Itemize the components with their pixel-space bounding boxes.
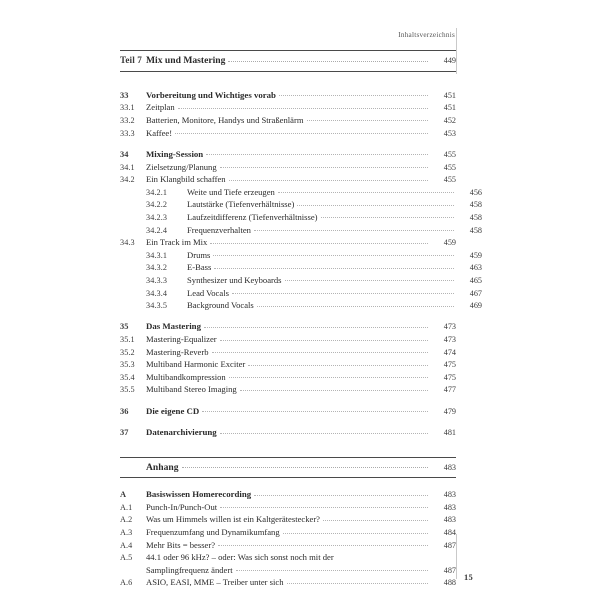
page-edge-rule-top: [456, 28, 457, 74]
toc-dot-leader: [254, 494, 428, 496]
toc-dot-leader: [204, 326, 428, 328]
toc-entry-page: 451: [443, 90, 456, 100]
toc-entry-number: 33.2: [120, 115, 135, 125]
toc-entry[interactable]: [120, 175, 456, 184]
toc-dot-leader: [218, 544, 428, 546]
appendix-heading[interactable]: [120, 457, 456, 479]
toc-entry-page: 477: [443, 385, 456, 395]
toc-entry[interactable]: [120, 515, 456, 524]
toc-entry[interactable]: [120, 385, 456, 394]
toc-dot-leader: [321, 216, 454, 218]
toc-entry-page: 458: [469, 212, 482, 222]
toc-entry[interactable]: [120, 103, 456, 112]
toc-entry-title: Laufzeitdifferenz (Tiefenverhältnisse): [187, 211, 318, 222]
toc-entry-title-continued: Samplingfrequenz ändert: [146, 564, 233, 575]
toc-entry-title: ASIO, EASI, MME – Treiber unter sich: [146, 577, 284, 588]
toc-dot-leader: [248, 364, 428, 366]
toc-entry-title: Multiband Harmonic Exciter: [146, 359, 246, 370]
toc-dot-leader: [210, 242, 428, 244]
toc-dot-leader: [278, 191, 454, 193]
toc-dot-leader: [297, 204, 454, 206]
toc-dot-leader: [212, 351, 428, 353]
toc-dot-leader: [214, 267, 454, 269]
toc-dot-leader: [229, 376, 428, 378]
toc-group: [120, 148, 482, 311]
toc-entry[interactable]: [120, 251, 482, 260]
toc-entry-title: Weite und Tiefe erzeugen: [187, 186, 275, 197]
toc-entry[interactable]: [120, 428, 456, 437]
toc-entry-number: 34.2: [120, 175, 135, 185]
toc-entry-page: 479: [443, 406, 456, 416]
toc-entry-title: Kaffee!: [146, 127, 173, 138]
toc-entry-page: 463: [469, 263, 482, 273]
toc-entry-number: 34.2.1: [146, 187, 168, 197]
toc-group: [120, 428, 456, 437]
toc-entry-title: Mehr Bits = besser?: [146, 539, 216, 550]
toc-entry-page: 458: [469, 200, 482, 210]
toc-entry-title: Vorbereitung und Wichtiges vorab: [146, 89, 276, 100]
toc-entry-title: Zeitplan: [146, 102, 175, 113]
toc-entry[interactable]: [120, 129, 456, 138]
toc-entry-number: 34.2.4: [146, 225, 168, 235]
toc-entry-title: Mastering-Equalizer: [146, 334, 217, 345]
toc-entry-number: 34.3.1: [146, 250, 168, 260]
toc-entry-title: Frequenzverhalten: [187, 224, 251, 235]
toc-dot-leader: [220, 506, 428, 508]
toc-entry[interactable]: [120, 200, 482, 209]
toc-dot-leader: [175, 132, 428, 134]
toc-entry-number: 34.3.5: [146, 301, 168, 311]
toc-entry-page: 455: [443, 162, 456, 172]
part-heading-title: Mix und Mastering: [146, 55, 226, 66]
toc-entry-number: 36: [120, 406, 129, 416]
toc-dot-leader: [283, 532, 428, 534]
toc-dot-leader: [285, 279, 454, 281]
toc-entry-number: 34.2.2: [146, 200, 168, 210]
toc-entry-number: 33: [120, 90, 129, 100]
toc-entry-number: 33.1: [120, 103, 135, 113]
toc-entry-number: 33.3: [120, 128, 135, 138]
toc-entry-number: 35.1: [120, 335, 135, 345]
toc-entry-page: 481: [443, 428, 456, 438]
page-edge-rule-bottom: [456, 534, 457, 579]
toc-entry-title: Die eigene CD: [146, 405, 200, 416]
toc-entry-page: 458: [469, 225, 482, 235]
appendix-heading-page: 483: [443, 462, 456, 472]
toc-entry-number: 34.1: [120, 162, 135, 172]
toc-entry-page: 459: [443, 238, 456, 248]
toc-entry[interactable]: [120, 348, 456, 357]
toc-entry[interactable]: [120, 373, 456, 382]
toc-dot-leader: [240, 389, 428, 391]
toc-entry-page: 451: [443, 103, 456, 113]
toc-entry[interactable]: [120, 541, 456, 550]
toc-entry-title: Multiband Stereo Imaging: [146, 384, 237, 395]
toc-entry-number: 37: [120, 428, 129, 438]
toc-entry-page: 473: [443, 335, 456, 345]
toc-entry-page: 483: [443, 502, 456, 512]
spacer: [120, 72, 456, 91]
toc-dot-leader: [220, 432, 428, 434]
toc-entry-page: 459: [469, 250, 482, 260]
toc-entry-page: 474: [443, 347, 456, 357]
toc-dot-leader: [228, 60, 428, 62]
toc-dot-leader: [220, 339, 428, 341]
toc-entry-number: A.1: [120, 502, 133, 512]
toc-entry[interactable]: [120, 289, 482, 298]
toc-entry[interactable]: [120, 407, 456, 416]
toc-entry-page: 456: [469, 187, 482, 197]
toc-entry-number: 34.3: [120, 238, 135, 248]
toc-entry-title: 44.1 oder 96 kHz? – oder: Was sich sonst noch mit der: [146, 552, 334, 563]
toc-entry-page: 475: [443, 372, 456, 382]
toc-entry-title: Lautstärke (Tiefenverhältnisse): [187, 199, 295, 210]
toc-entry-number: A.2: [120, 515, 133, 525]
toc-entry[interactable]: [120, 490, 456, 499]
toc-entry-page: 487: [443, 565, 456, 575]
toc-dot-leader: [220, 166, 428, 168]
toc-entry-title: Punch-In/Punch-Out: [146, 501, 218, 512]
toc-entry-page: 453: [443, 128, 456, 138]
toc-entry[interactable]: [120, 116, 456, 125]
toc-entry-number: A.5: [120, 553, 133, 563]
toc-entry[interactable]: [120, 322, 456, 331]
toc-entry-number: A.3: [120, 528, 133, 538]
appendix-heading-title: Anhang: [146, 461, 179, 473]
toc-dot-leader: [202, 410, 428, 412]
toc-entry-page: 455: [443, 149, 456, 159]
toc-dot-leader: [257, 305, 454, 307]
toc-entry[interactable]: [120, 335, 456, 344]
toc-entry-number: 34.2.3: [146, 212, 168, 222]
toc-group: [120, 322, 456, 394]
toc-entry-title: Basiswissen Homerecording: [146, 489, 252, 500]
toc-dot-leader: [323, 519, 428, 521]
part-heading-page: 449: [443, 56, 456, 65]
toc-entry-number: 34.3.4: [146, 288, 168, 298]
part-heading-number: Teil 7: [120, 55, 142, 65]
toc-entry-title: Lead Vocals: [187, 287, 229, 298]
toc-entry-page: 452: [443, 115, 456, 125]
toc-entry[interactable]: [120, 578, 456, 587]
toc-entry[interactable]: [120, 360, 456, 369]
toc-entry[interactable]: [120, 238, 456, 247]
toc-entry-number: A.6: [120, 578, 133, 588]
part-heading[interactable]: [120, 50, 456, 72]
running-head: Inhaltsverzeichnis: [398, 31, 455, 39]
toc-entry-number: 34.3.2: [146, 263, 168, 273]
toc-entry-number: 34.3.3: [146, 275, 168, 285]
toc-group: [120, 407, 456, 416]
spacer: [120, 138, 456, 150]
toc-entry-page: 483: [443, 515, 456, 525]
toc-entry[interactable]: [120, 163, 456, 172]
toc-entry-page: 483: [443, 490, 456, 500]
toc-entry[interactable]: [120, 553, 456, 575]
toc-dot-leader: [229, 179, 428, 181]
toc-entry-number: 34: [120, 149, 129, 159]
toc-group-appendix: [120, 490, 456, 587]
toc-entry[interactable]: [120, 528, 456, 537]
toc-entry[interactable]: [120, 301, 482, 310]
toc-entry[interactable]: [120, 226, 482, 235]
toc-entry-title: Background Vocals: [187, 300, 254, 311]
toc-entry-title: Drums: [187, 249, 211, 260]
toc-dot-leader: [254, 229, 454, 231]
toc-dot-leader: [307, 119, 428, 121]
toc-entry-number: 35.4: [120, 372, 135, 382]
toc-entry-title: Ein Track im Mix: [146, 237, 208, 248]
toc-entry-title: Mixing-Session: [146, 148, 204, 159]
toc-entry-page: 469: [469, 301, 482, 311]
toc-entry[interactable]: [120, 263, 482, 272]
toc-entry-page: 465: [469, 275, 482, 285]
toc-entry-page: 487: [443, 540, 456, 550]
toc-entry-title: Zielsetzung/Planung: [146, 161, 217, 172]
toc-entry[interactable]: [120, 213, 482, 222]
toc-group: [120, 91, 456, 138]
toc-entry-page: 488: [443, 578, 456, 588]
toc-entry-title: Multibandkompression: [146, 371, 226, 382]
spacer: [120, 395, 456, 407]
toc-entry[interactable]: [120, 276, 482, 285]
toc-dot-leader: [232, 292, 454, 294]
toc-entry-number: 35.5: [120, 385, 135, 395]
toc-entry-title: Synthesizer und Keyboards: [187, 274, 282, 285]
toc-entry-number: A.4: [120, 540, 133, 550]
toc-entry-title: Datenarchivierung: [146, 427, 217, 438]
toc-entry-title: Mastering-Reverb: [146, 346, 209, 357]
toc-entry-number: 35.2: [120, 347, 135, 357]
toc-entry-number: 35: [120, 322, 129, 332]
toc-entry-title: Batterien, Monitore, Handys und Straßenlärm: [146, 114, 304, 125]
toc-entry-title: Frequenzumfang und Dynamikumfang: [146, 527, 280, 538]
toc-entry[interactable]: [120, 503, 456, 512]
spacer: [120, 438, 456, 457]
toc-dot-leader: [236, 569, 428, 571]
toc-entry-page: 475: [443, 360, 456, 370]
page-folio: 15: [464, 572, 474, 582]
toc-dot-leader: [182, 466, 428, 468]
toc-dot-leader: [178, 107, 428, 109]
toc-entry-page: 467: [469, 288, 482, 298]
toc-entry-title: Ein Klangbild schaffen: [146, 174, 226, 185]
toc-dot-leader: [213, 254, 454, 256]
toc-entry-title: Was um Himmels willen ist ein Kaltgerätestecker?: [146, 514, 320, 525]
toc-entry-title: Das Mastering: [146, 321, 201, 332]
toc-entry-title: E-Bass: [187, 262, 212, 273]
toc-entry-number: A: [120, 490, 127, 500]
toc-entry-page: 484: [443, 528, 456, 538]
toc-dot-leader: [206, 153, 428, 155]
toc-entry[interactable]: [120, 150, 456, 159]
toc-dot-leader: [287, 582, 429, 584]
toc-entry-page: 455: [443, 175, 456, 185]
toc-entry-page: 473: [443, 322, 456, 332]
toc-entry[interactable]: [120, 91, 456, 100]
toc-entry-number: 35.3: [120, 360, 135, 370]
toc-entry[interactable]: [120, 188, 482, 197]
toc-dot-leader: [279, 94, 428, 96]
